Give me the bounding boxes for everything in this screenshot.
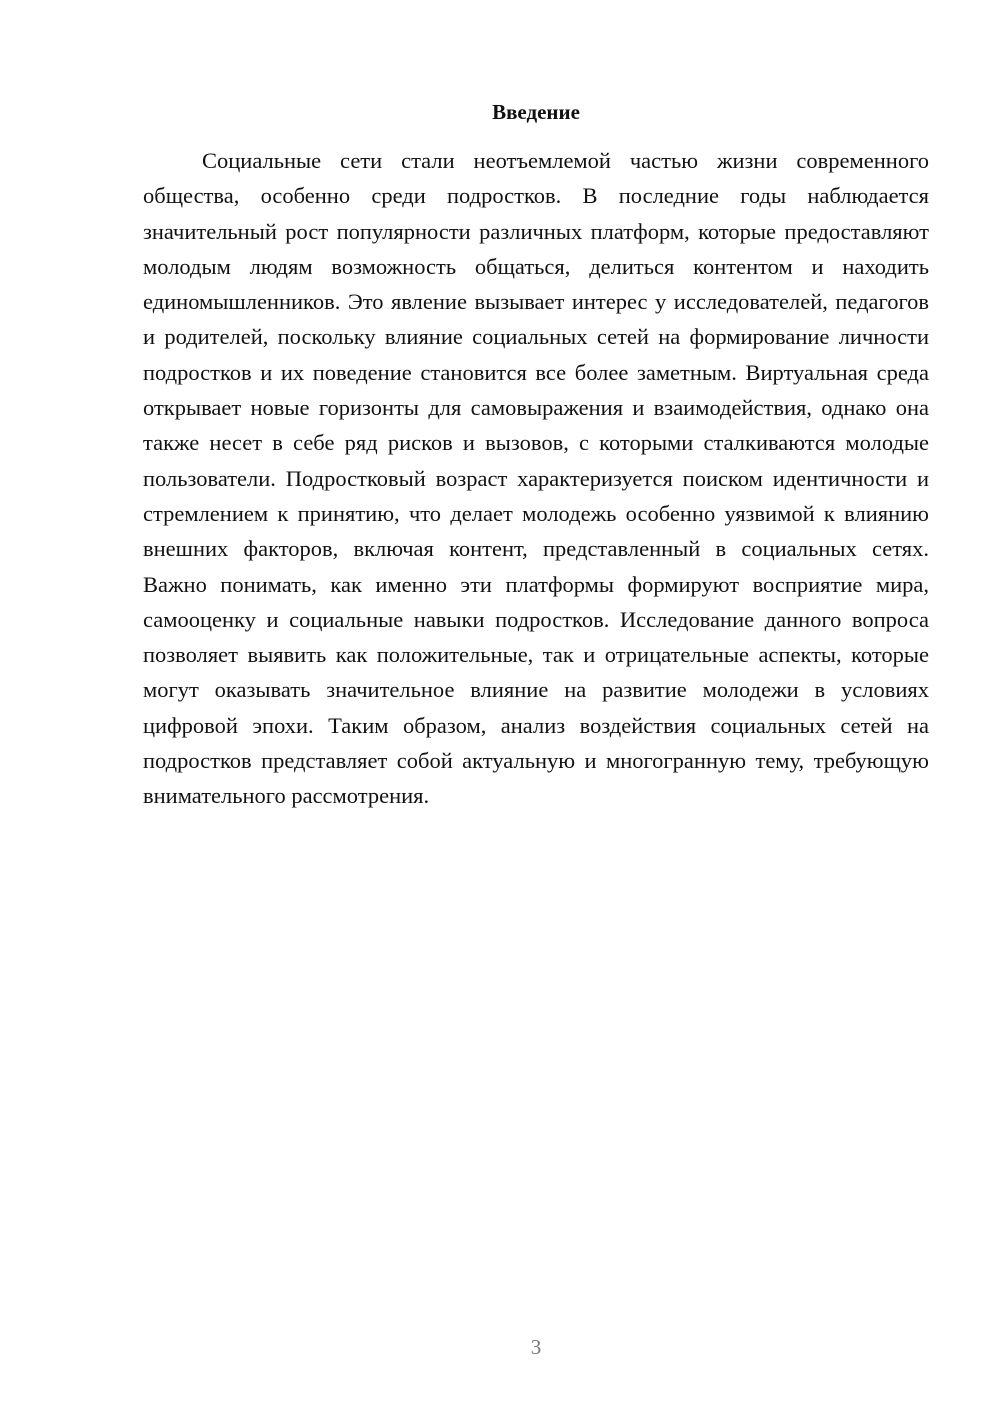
- section-title: Введение: [492, 100, 580, 124]
- body-paragraph: Социальные сети стали неотъемлемой частью жизни современного общества, особенно среди подростков. В последние годы наблюдается значительный рост популярности различных платформ, которые предоставляют молодым людям возможность общаться, делиться контентом и находить единомышленников. Это явление вызывает интерес у исследователей, педагогов и родителей, поскольку влияние социальных сетей на формирование личности подростков и их поведение становится все более заметным. Виртуальная среда открывает новые горизонты для самовыражения и взаимодействия, однако она также несет в себе ряд рисков и вызовов, с которыми сталкиваются молодые пользователи. Подростковый возраст характеризуется поиском идентичности и стремлением к принятию, что делает молодежь особенно уязвимой к влиянию внешних факторов, включая контент, представленный в социальных сетях. Важно понимать, как именно эти платформы формируют восприятие мира, самооценку и социальные навыки подростков. Исследование данного вопроса позволяет выявить как положительные, так и отрицательные аспекты, которые могут оказывать значительное влияние на развитие молодежи в условиях цифровой эпохи. Таким образом, анализ воздействия социальных сетей на подростков представляет собой актуальную и многогранную тему, требующую внимательного рассмотрения.: [143, 148, 929, 809]
- page-number: 3: [530, 1335, 542, 1359]
